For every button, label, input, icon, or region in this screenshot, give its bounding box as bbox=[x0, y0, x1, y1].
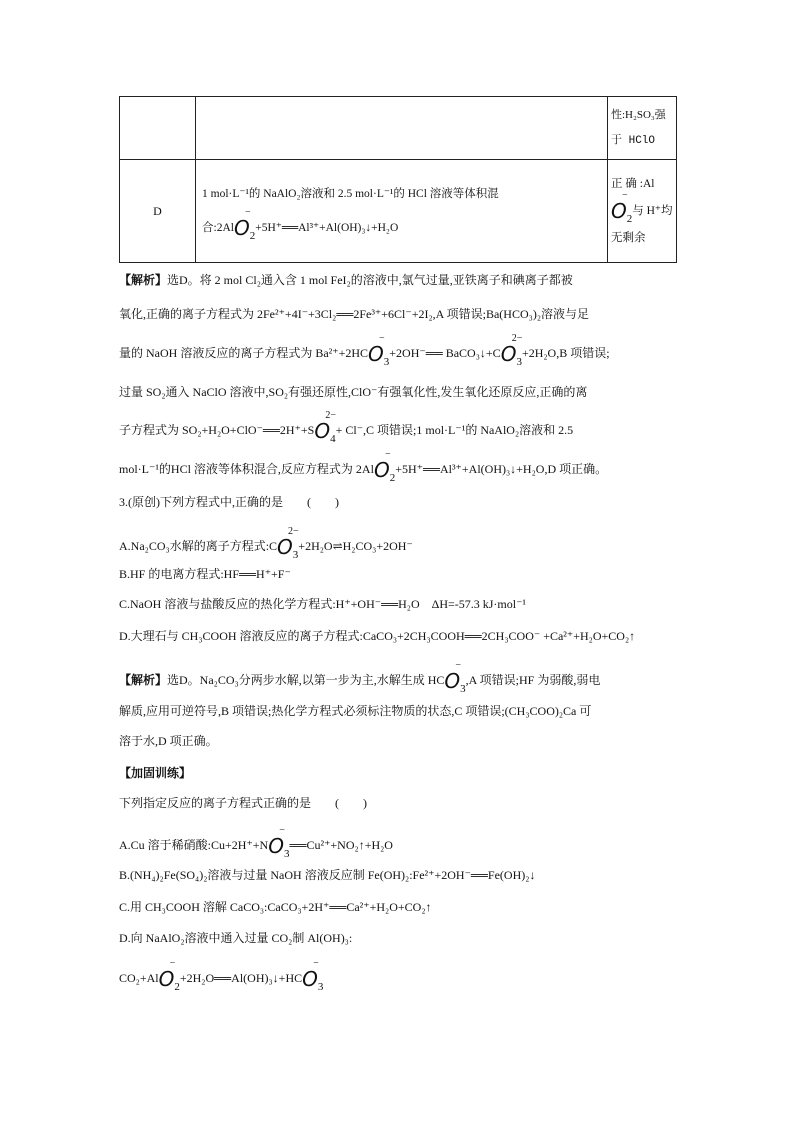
choice-a: A.Cu 溶于稀硝酸:Cu+2H⁺+NO3 − ══Cu²⁺+NO₂↑+H₂O bbox=[119, 825, 393, 860]
aluminate-ion: O2 − bbox=[158, 958, 180, 993]
table-cell bbox=[120, 97, 196, 160]
analysis-tag: 【解析】 bbox=[119, 273, 168, 287]
choice-d-equation: CO₂+AlO2 − +2H₂O══Al(OH)₃↓+HCO3 − bbox=[119, 958, 324, 993]
analysis-line: 解质,应用可逆符号,B 项错误;热化学方程式必须标注物质的状态,C 项错误;(CH₃COO)₂Ca 可 bbox=[119, 704, 592, 718]
choice-b: B.(NH₄)₂Fe(SO₄)₂溶液与过量 NaOH 溶液反应制 Fe(OH)₂:Fe²⁺+2OH⁻══Fe(OH)₂↓ bbox=[119, 868, 536, 882]
bicarbonate-ion: O3 − bbox=[368, 333, 390, 368]
aluminate-ion: O2 − bbox=[233, 206, 256, 242]
carbonate-ion: O3 2− bbox=[500, 333, 523, 368]
nitrate-ion: O3 − bbox=[268, 825, 290, 860]
choice-d: D.向 NaAlO₂溶液中通入过量 CO₂制 Al(OH)₃: bbox=[119, 931, 353, 945]
analysis-line: 氧化,正确的离子方程式为 2Fe²⁺+4I⁻+3Cl₂══2Fe³⁺+6Cl⁻+2I₂,A 项错误;Ba(HCO₃)₂溶液与足 bbox=[119, 307, 590, 321]
analysis-line: 溶于水,D 项正确。 bbox=[119, 734, 218, 748]
choice-c: C.NaOH 溶液与盐酸反应的热化学方程式:H⁺+OH⁻══H₂O ΔH=-57.3 kJ·mol⁻¹ bbox=[119, 597, 527, 611]
table-cell-conclusion bbox=[608, 160, 677, 263]
bicarbonate-ion: O3 − bbox=[302, 958, 324, 993]
cell-text: 性:H₂SO₃强 bbox=[611, 109, 666, 121]
question-stem: 3.(原创)下列方程式中,正确的是 ( ) bbox=[119, 495, 339, 509]
choice-b: B.HF 的电离方程式:HF══H⁺+F⁻ bbox=[119, 567, 291, 581]
table-cell-equation bbox=[196, 160, 608, 263]
table-cell bbox=[196, 97, 608, 160]
table-row bbox=[120, 97, 677, 160]
cell-text: 于 HClO bbox=[611, 135, 656, 147]
choice-d: D.大理石与 CH₃COOH 溶液反应的离子方程式:CaCO₃+2CH₃COOH══2CH₃COO⁻ +Ca²⁺+H₂O+CO₂↑ bbox=[119, 629, 636, 643]
analysis-line: 子方程式为 SO₂+H₂O+ClO⁻══2H⁺+SO4 2− + Cl⁻,C 项错误;1 mol·L⁻¹的 NaAlO₂溶液和 2.5 bbox=[119, 410, 574, 445]
cell-text: 1 mol·L⁻¹的 NaAlO₂溶液和 2.5 mol·L⁻¹的 HCl 溶液等体积混 bbox=[202, 187, 499, 200]
cell-text: O2 − 与 H⁺均 bbox=[611, 189, 673, 225]
aluminate-ion: O2 − bbox=[373, 449, 396, 484]
cell-text: 合:2AlO2 − +5H⁺══Al³⁺+Al(OH)₃↓+H₂O bbox=[202, 206, 399, 242]
table-cell-conclusion bbox=[608, 97, 677, 160]
analysis-line: 过量 SO₂通入 NaClO 溶液中,SO₂有强还原性,ClO⁻有强氧化性,发生氧化还原反应,正确的离 bbox=[119, 385, 588, 399]
table-cell-option bbox=[120, 160, 196, 263]
choice-c: C.用 CH₃COOH 溶解 CaCO₃:CaCO₃+2H⁺══Ca²⁺+H₂O+CO₂↑ bbox=[119, 900, 432, 914]
question-table bbox=[119, 96, 677, 263]
option-label: D bbox=[153, 203, 162, 218]
aluminate-ion: O2 − bbox=[611, 189, 633, 225]
bicarbonate-ion: O3 − bbox=[444, 660, 466, 695]
analysis-line: 【解析】选D。Na₂CO₃分两步水解,以第一步为主,水解生成 HCO3 − ,A 项错误;HF 为弱酸,弱电 bbox=[119, 660, 601, 695]
practice-tag: 【加固训练】 bbox=[119, 766, 192, 780]
question-stem: 下列指定反应的离子方程式正确的是 ( ) bbox=[119, 796, 367, 810]
analysis-line: 量的 NaOH 溶液反应的离子方程式为 Ba²⁺+2HCO3 − +2OH⁻══ BaCO₃↓+CO3 2− +2H₂O,B 项错误; bbox=[119, 333, 610, 368]
table-row bbox=[120, 160, 677, 263]
cell-text: 正 确 :Al bbox=[611, 177, 655, 190]
analysis-line: 【解析】选D。将 2 mol Cl₂通入含 1 mol FeI₂的溶液中,氯气过量,亚铁离子和碘离子都被 bbox=[119, 273, 573, 287]
cell-text: 无剩余 bbox=[611, 231, 646, 244]
analysis-line: mol·L⁻¹的HCl 溶液等体积混合,反应方程式为 2AlO2 − +5H⁺══Al³⁺+Al(OH)₃↓+H₂O,D 项正确。 bbox=[119, 449, 608, 484]
analysis-tag: 【解析】 bbox=[119, 673, 168, 687]
sulfate-ion: O4 2− bbox=[314, 410, 336, 445]
carbonate-ion: O3 2− bbox=[277, 526, 299, 561]
choice-a: A.Na₂CO₃水解的离子方程式:CO3 2− +2H₂O⇌H₂CO₃+2OH⁻ bbox=[119, 526, 413, 561]
